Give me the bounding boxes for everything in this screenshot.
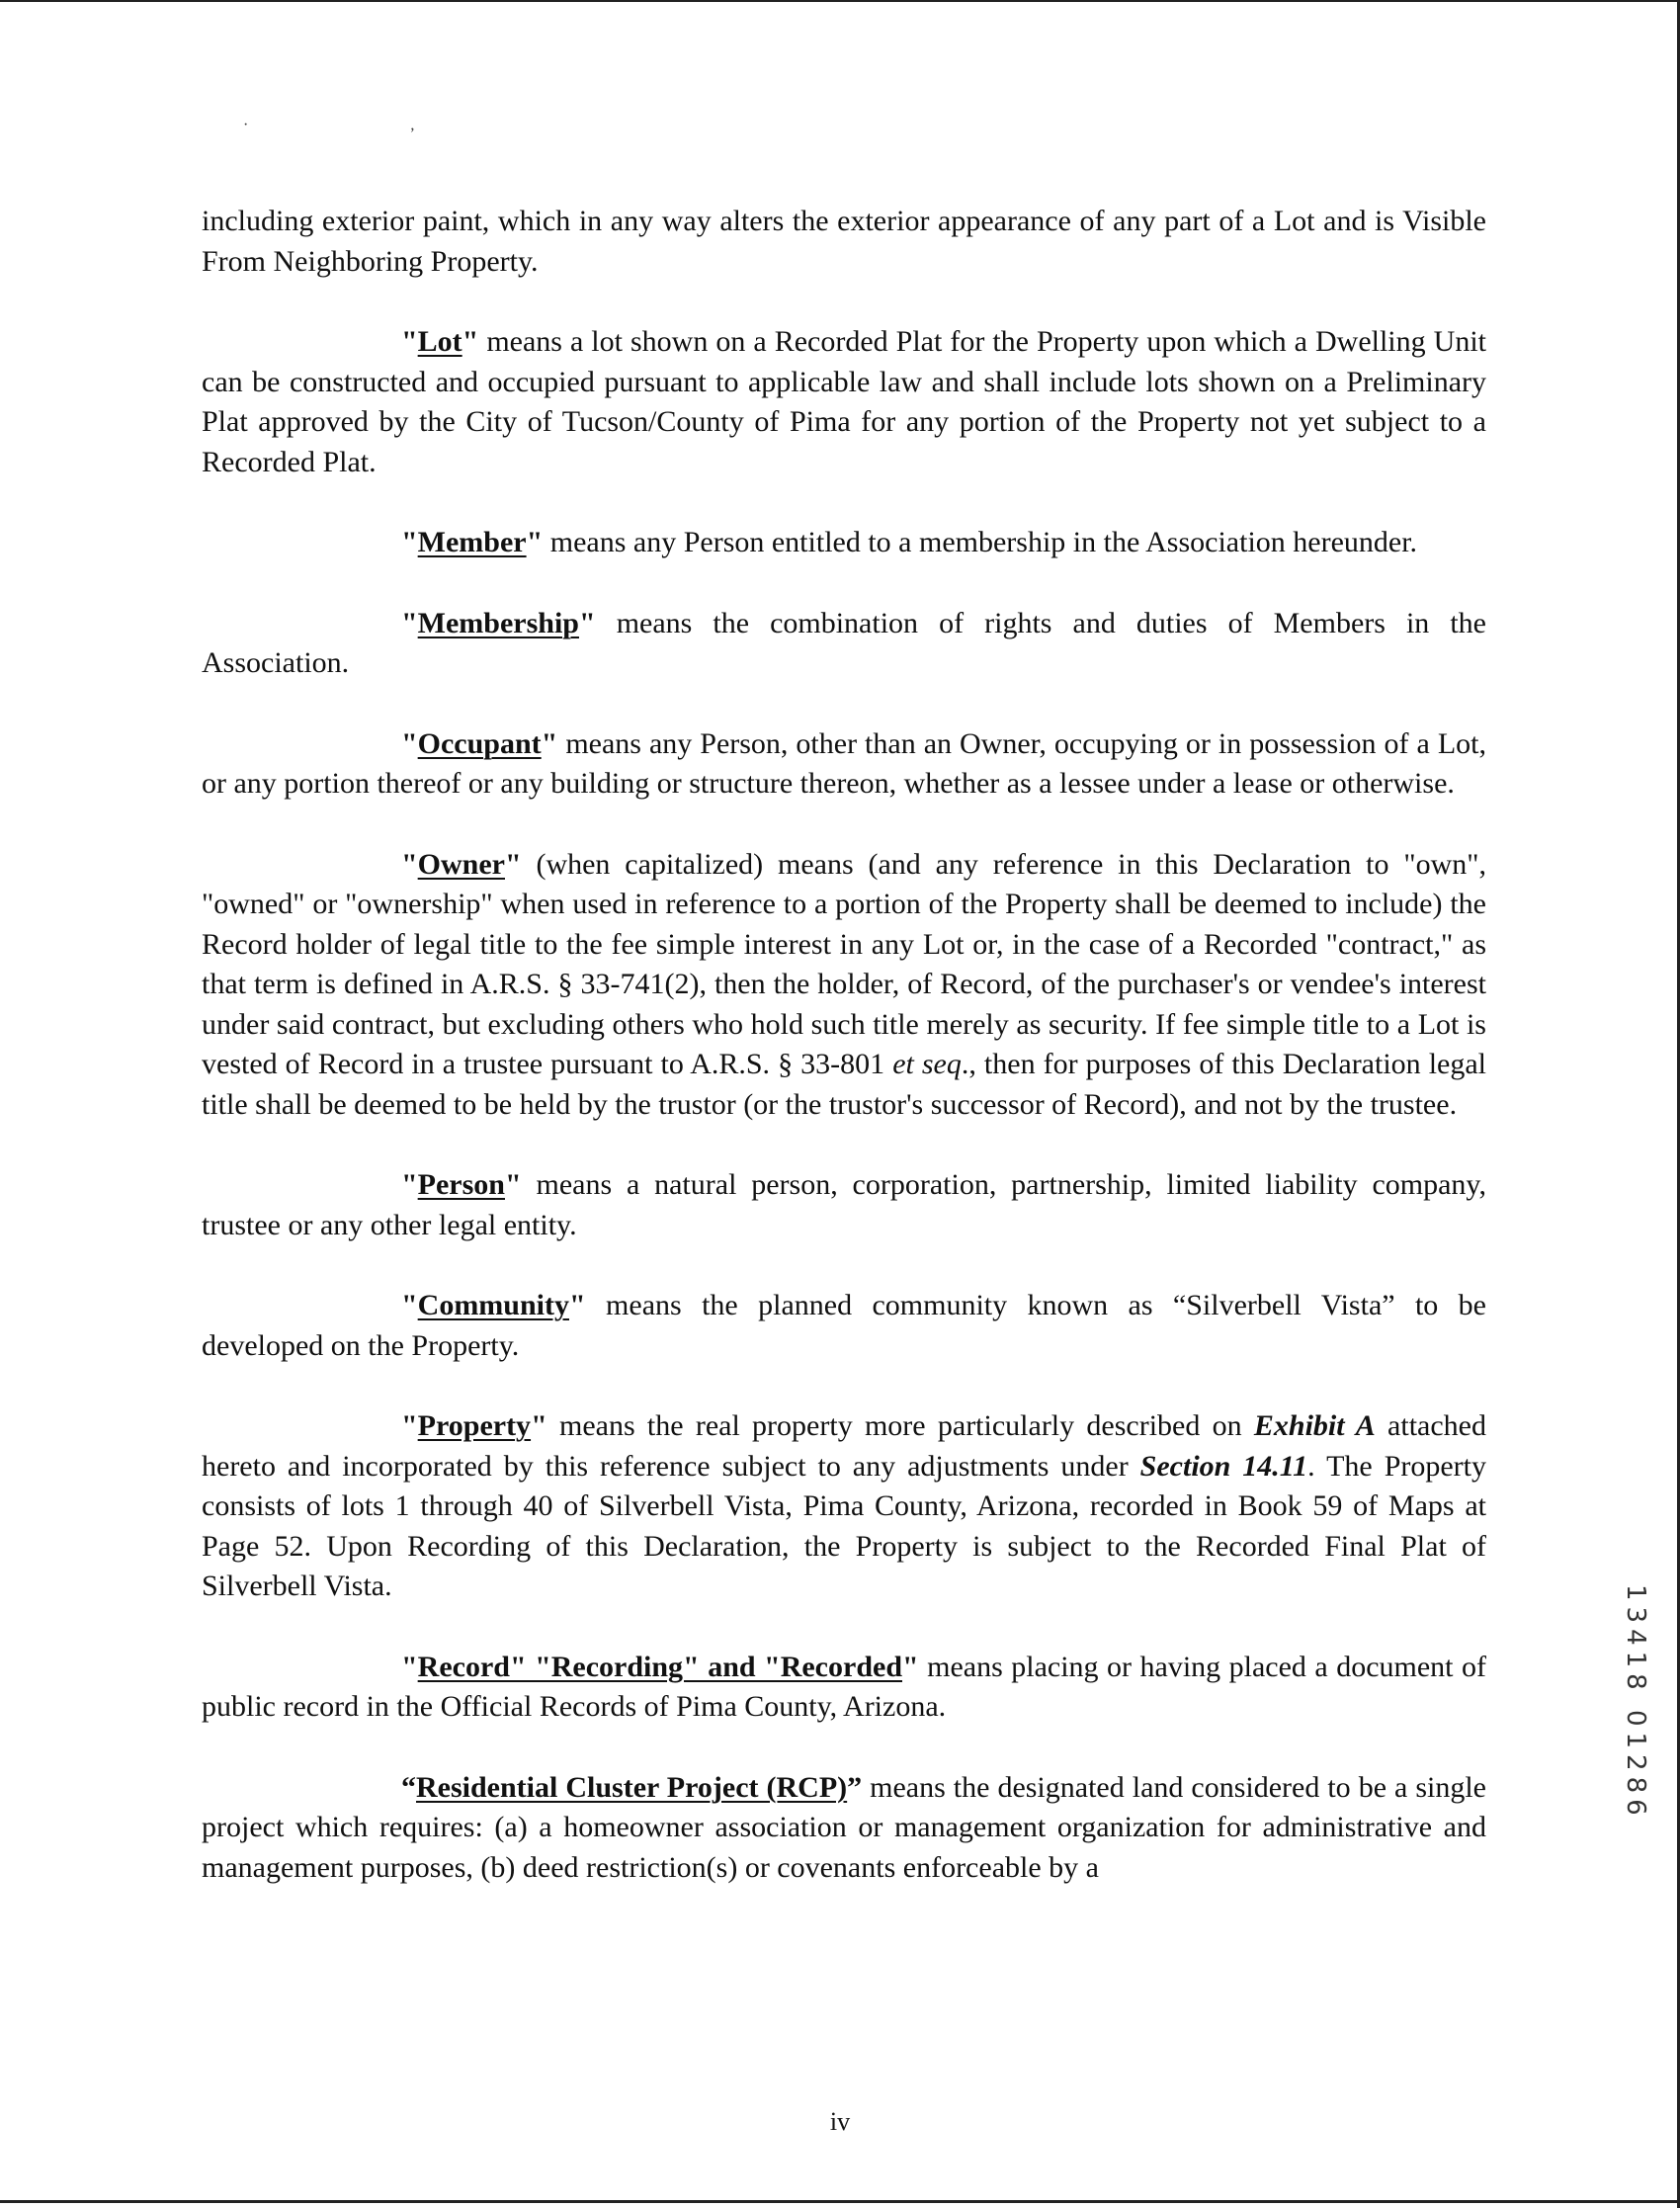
- document-body: [202, 202, 1486, 1928]
- definition-member: "Member" means any Person entitled to a membership in the Association hereunder.: [401, 526, 1418, 558]
- term-person: Person: [417, 1168, 505, 1201]
- term-rcp: Residential Cluster Project (RCP): [416, 1770, 848, 1804]
- definition-person: "Person" means a natural person, corporation, partnership, limited liability company, trustee or any other legal entity.: [202, 1168, 1486, 1241]
- scan-specks: · ,: [243, 117, 494, 133]
- continuation-paragraph: including exterior paint, which in any way alters the exterior appearance of any part of a Lot and is Visible From Neighboring Property.: [202, 205, 1486, 278]
- definition-record: "Record" "Recording" and "Recorded" means placing or having placed a document of public record in the Official Records of Pima County, Arizona.: [202, 1650, 1486, 1723]
- page-number: iv: [829, 2107, 851, 2136]
- term-lot: Lot: [417, 325, 462, 358]
- definition-rcp: “Residential Cluster Project (RCP)” means the designated land considered to be a single project which requires: (a) a homeowner association or management organization for administrative and management purposes, (b) deed restriction(s) or covenants enforceable by a: [202, 1770, 1486, 1884]
- term-property: Property: [417, 1409, 532, 1442]
- definition-membership: "Membership" means the combination of rights and duties of Members in the Association.: [202, 606, 1486, 679]
- definition-lot: "Lot" means a lot shown on a Recorded Plat for the Property upon which a Dwelling Unit can be constructed and occupied pursuant to applicable law and shall include lots shown on a Preliminary Plat approved by the City of Tucson/County of Pima for any portion of the Property not yet subject to a Recorded Plat.: [202, 325, 1486, 478]
- term-owner: Owner: [417, 847, 505, 881]
- definition-property: "Property" means the real property more particularly described on Exhibit A attached hereto and incorporated by this reference subject to any adjustments under Section 14.11. The Property consists of lots 1 through 40 of Silverbell Vista, Pima County, Arizona, recorded in Book 59 of Maps at Page 52. Upon Recording of this Declaration, the Property is subject to the Recorded Final Plat of Silverbell Vista.: [202, 1409, 1487, 1602]
- term-record: Record" "Recording" and "Recorded: [417, 1650, 902, 1683]
- definition-owner: "Owner" (when capitalized) means (and any reference in this Declaration to "own", "owned" or "ownership" when used in reference to a portion of the Property shall be deemed to include) the Record holder of legal title to the fee simple interest in any Lot or, in the case of a Recorded "contract," as that term is defined in A.R.S. § 33-741(2), then the holder, of Record, of the purchaser's or vendee's interest under said contract, but excluding others who hold such title merely as security. If fee simple title to a Lot is vested of Record in a trustee pursuant to A.R.S. § 33-801 et seq., then for purposes of this Declaration legal title shall be deemed to be held by the trustor (or the trustor's successor of Record), and not by the trustee.: [202, 847, 1487, 1121]
- recording-stamp: 13418 01286: [1621, 1584, 1650, 1822]
- section-reference: Section 14.11: [1139, 1449, 1308, 1483]
- term-community: Community: [417, 1289, 569, 1321]
- definition-community: "Community" means the planned community known as “Silverbell Vista” to be developed on the Property.: [202, 1289, 1486, 1362]
- exhibit-reference: Exhibit A: [1253, 1409, 1376, 1442]
- scan-border-bottom: [0, 2200, 1680, 2203]
- scan-border-top: [0, 0, 1680, 2]
- term-member: Member: [417, 526, 527, 558]
- term-membership: Membership: [417, 606, 579, 639]
- definition-occupant: "Occupant" means any Person, other than an Owner, occupying or in possession of a Lot, or any portion thereof or any building or structure thereon, whether as a lessee under a lease or otherwise.: [202, 726, 1486, 800]
- term-occupant: Occupant: [417, 726, 542, 760]
